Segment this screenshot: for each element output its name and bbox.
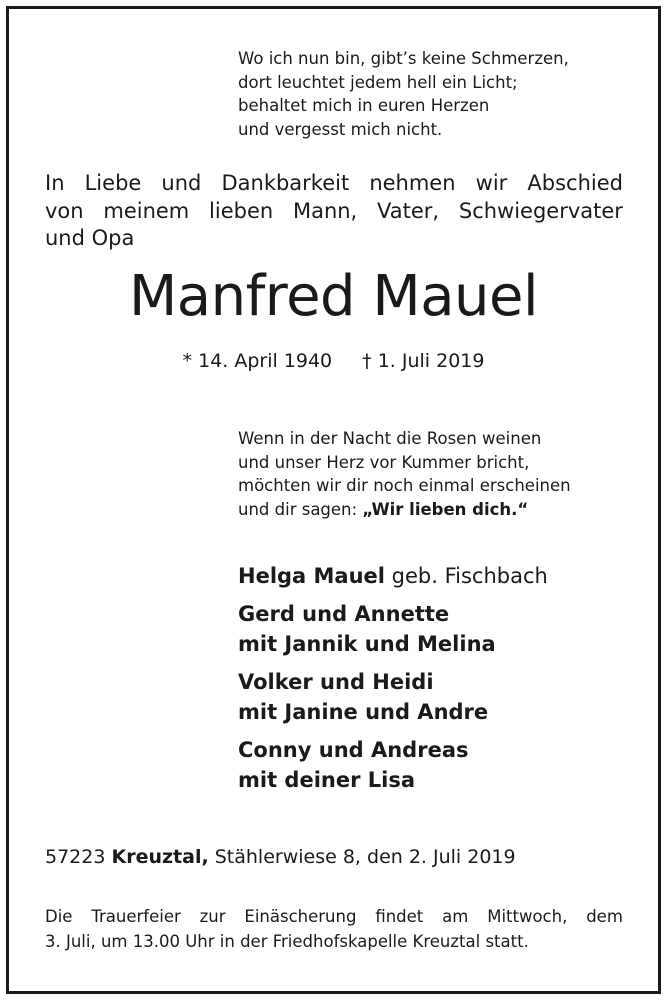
service-word: findet (375, 907, 424, 926)
life-dates (0, 348, 667, 374)
mourner-line: Gerd und Annette (238, 602, 450, 626)
second-poem (238, 427, 571, 521)
intro-line-1 (45, 170, 623, 198)
intro-word: Abschied (527, 171, 623, 195)
intro-word: Mann, (292, 198, 358, 223)
poem-line: Wenn in der Nacht die Rosen weinen (238, 429, 542, 448)
poem-quote: „Wir lieben dich.“ (362, 499, 529, 519)
service-word: Mittwoch, (487, 907, 568, 926)
birth-date: * 14. April 1940 (182, 350, 333, 372)
deceased-name: Manfred Mauel (128, 264, 539, 329)
poem-line: möchten wir dir noch einmal erscheinen (238, 476, 571, 495)
city: Kreuztal, (111, 846, 209, 868)
mourner-line: Conny und Andreas (238, 738, 469, 762)
service-line-1 (45, 904, 623, 929)
funeral-service-info (45, 904, 623, 954)
intro-line-3: und Opa (45, 226, 135, 250)
intro-word: Schwiegervater (458, 198, 623, 223)
widow-line (238, 561, 548, 591)
service-word: Die (45, 907, 73, 926)
service-word: dem (586, 907, 623, 926)
intro-word: und (161, 171, 202, 195)
intro-word: meinem (103, 198, 190, 223)
mourner-group (238, 735, 548, 795)
poem-line: und vergesst mich nicht. (238, 119, 443, 139)
mourner-group (238, 599, 548, 659)
mourner-group (238, 667, 548, 727)
poem-line (238, 498, 571, 522)
intro-word: Dankbarkeit (221, 171, 350, 195)
service-line-2: 3. Juli, um 13.00 Uhr in der Friedhofskapelle Kreuztal statt. (45, 932, 529, 951)
intro-word: lieben (209, 198, 274, 223)
poem-line: Wo ich nun bin, gibt’s keine Schmerzen, (238, 49, 569, 68)
widow-maiden-name: geb. Fischbach (385, 564, 548, 588)
opening-poem (238, 47, 569, 141)
postal-code: 57223 (45, 846, 112, 868)
address-and-date: Stählerwiese 8, den 2. Juli 2019 (208, 846, 516, 868)
service-word: Einäscherung (244, 907, 357, 926)
intro-word: Liebe (84, 171, 142, 195)
mourner-line: Volker und Heidi (238, 670, 434, 694)
poem-line: dort leuchtet jedem hell ein Licht; (238, 72, 518, 92)
widow-name: Helga Mauel (238, 564, 385, 588)
service-word: am (442, 907, 469, 926)
intro-word: Vater, (377, 198, 440, 223)
intro-word: von (45, 198, 84, 223)
intro-line-2 (45, 198, 623, 226)
intro-word: wir (475, 171, 508, 195)
poem-line: behaltet mich in euren Herzen (238, 96, 490, 115)
mourner-line: mit Jannik und Melina (238, 632, 496, 656)
intro-word: nehmen (369, 171, 456, 195)
intro-word: In (45, 171, 65, 195)
poem-line-prefix: und dir sagen: (238, 499, 363, 519)
mourners-list (238, 561, 548, 803)
service-word: zur (199, 907, 226, 926)
place-and-date (45, 843, 516, 871)
mourner-line: mit Janine und Andre (238, 700, 489, 724)
death-date: † 1. Juli 2019 (362, 350, 485, 372)
service-word: Trauerfeier (91, 907, 181, 926)
poem-line: und unser Herz vor Kummer bricht, (238, 452, 530, 472)
mourner-line: mit deiner Lisa (238, 768, 416, 792)
mourner-group (238, 561, 548, 591)
intro-text (45, 170, 623, 253)
